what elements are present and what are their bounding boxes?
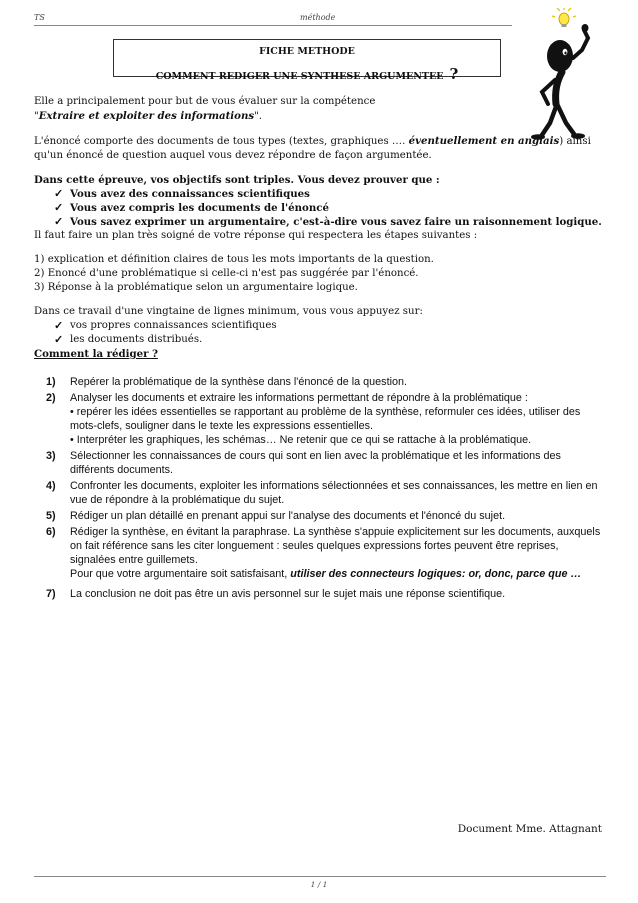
how-step: 1) Repérer la problématique de la synthèse dans l'énoncé de la question. [46,376,407,388]
plan-step: 1) explication et définition claires de tous les mots importants de la question. [34,254,434,265]
intro-quote-close: ". [254,111,263,122]
how-steps [34,375,606,601]
p2-pre: L'énoncé comporte des documents de tous types (textes, graphiques …. [34,136,409,147]
title-box [113,39,501,83]
how-step: 3) Sélectionner les connaissances de cours qui sont en lien avec la problématique et les informations des différents documents. [46,450,561,476]
objectives-list [34,187,606,229]
work-item: ✓ vos propres connaissances scientifiques [54,319,606,333]
plan-intro: Il faut faire un plan très soigné de votre réponse qui respectera les étapes suivantes : [34,230,478,241]
how-step: 5) Rédiger un plan détaillé en prenant appui sur l'analyse des documents et l'énoncé du sujet. [46,510,506,522]
how-substep: Pour que votre argumentaire soit satisfaisant, utiliser des connecteurs logiques: or, donc, parce que … [70,568,582,580]
how-title: Comment la rédiger ? [34,348,158,360]
page-number: 1 / 1 [310,880,328,889]
title-line1: FICHE METHODE [259,46,355,57]
how-substep: • Interpréter les graphiques, les schémas… Ne retenir que ce qui se rattache à la problématique. [70,434,532,446]
how-step: 7) La conclusion ne doit pas être un avis personnel sur le sujet mais une réponse scientifique. [46,588,506,600]
title-question-mark: ? [449,65,459,83]
document-body [34,95,606,603]
how-step: 6) Rédiger la synthèse, en évitant la paraphrase. La synthèse s'appuie explicitement sur les documents, auxquels on fait référence sans les citer longuement : seules quelques expressions fortes peuvent être reprises, signalées entre guillemets. Pour que votre argumentaire soit satisfaisant, utiliser des connecteurs logiques: or, donc, parce que … [34,525,606,581]
work-lead: Dans ce travail d'une vingtaine de lignes minimum, vous vous appuyez sur: [34,306,423,317]
intro-line1: Elle a principalement pour but de vous évaluer sur la compétence [34,96,376,107]
plan-step: 2) Enoncé d'une problématique si celle-ci n'est pas suggérée par l'énoncé. [34,268,419,279]
header-rule [34,25,512,26]
header-center: méthode [300,13,336,22]
work-list [34,319,606,347]
p2-emph: éventuellement en anglais [408,135,560,147]
objectives-lead: Dans cette épreuve, vos objectifs sont triples. Vous devez prouver que : [34,174,440,186]
title-line2 [114,65,500,83]
work-item: ✓ les documents distribués. [54,333,606,347]
objective-item: ✓ Vous savez exprimer un argumentaire, c'est-à-dire vous savez faire un raisonnement logique. [54,215,606,229]
objective-item: ✓ Vous avez des connaissances scientifiques [54,187,606,201]
objective-item: ✓ Vous avez compris les documents de l'énoncé [54,201,606,215]
documents-paragraph [34,134,606,163]
how-step: 4) Confronter les documents, exploiter les informations sélectionnées et ses connaissances, les mettre en lien en vue de répondre à la problématique du sujet. [46,480,598,506]
how-substep: • repérer les idées essentielles se rapportant au problème de la synthèse, reformuler ces idées, utiliser des mots-clefs, souligner dans le texte les expressions essentielles. [70,406,581,432]
plan-step: 3) Réponse à la problématique selon un argumentaire logique. [34,282,358,293]
title-line2-text: COMMENT REDIGER UNE SYNTHESE ARGUMENTEE [155,71,444,82]
intro-skill: Extraire et exploiter des informations [38,110,255,122]
header-left: TS [34,13,45,22]
intro-quote-open: " [34,111,39,122]
footer-rule [34,876,606,877]
author-credit: Document Mme. Attagnant [457,823,602,835]
how-step: 2) Analyser les documents et extraire les informations permettant de répondre à la problématique : • repérer les idées essentielles se rapportant au problème de la synthèse, reformuler ces idées, utiliser des mots-clefs, souligner dans le texte les expressions essentielles. • Interpréter les graphiques, les schémas… Ne retenir que ce qui se rattache à la problématique. [34,391,606,447]
p2-post: ) ainsi qu'un énoncé de question auquel vous devez répondre de façon argumentée. [34,136,591,161]
intro-paragraph [34,95,606,124]
